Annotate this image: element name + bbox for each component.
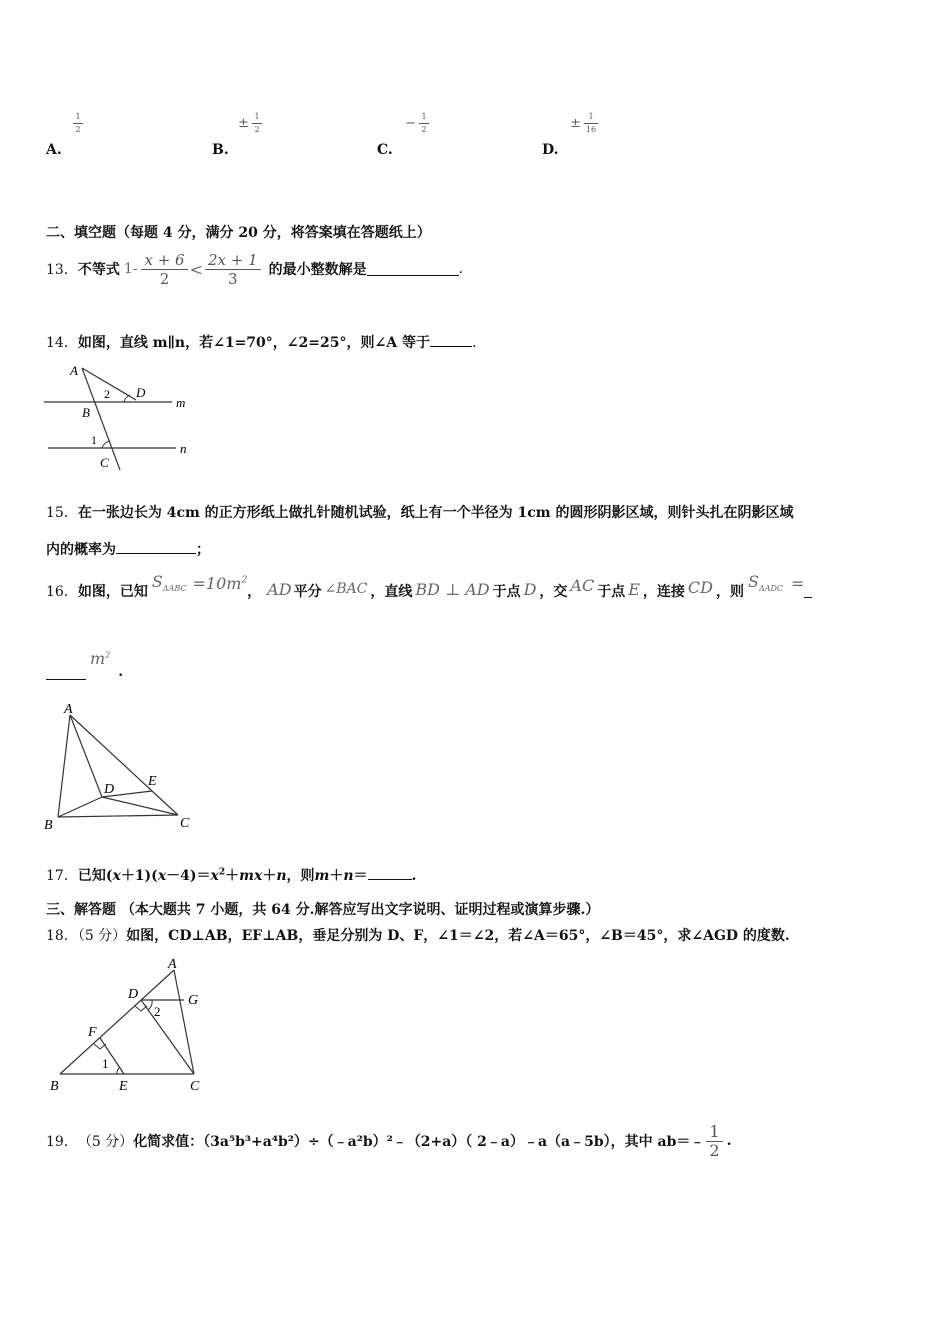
- q16-text-2: ，: [247, 584, 262, 600]
- q12-b-letter: B.: [212, 142, 229, 158]
- q15-text-line2: 内的概率为: [46, 542, 116, 558]
- q16-unit: $m^2$: [90, 649, 111, 668]
- question-17: [46, 865, 416, 885]
- label-angle-1: 1: [102, 1056, 109, 1071]
- label-angle-2: 2: [104, 387, 110, 401]
- q19-fraction: $\frac{1}{2}$: [706, 1123, 722, 1160]
- q13-lhs-fraction: $\frac{x + 6}{2}$: [141, 251, 187, 288]
- q18-score: （5 分）: [77, 928, 127, 944]
- q13-answer-blank[interactable]: [367, 263, 459, 276]
- q12-d-letter: D.: [542, 142, 559, 158]
- label-c: C: [180, 816, 190, 831]
- question-18: [46, 925, 790, 945]
- q14-figure: [44, 360, 204, 475]
- label-angle-1: 1: [91, 433, 97, 447]
- q16-d: D: [523, 579, 537, 599]
- q13-number: 13．: [46, 262, 78, 278]
- q12-option-d: [542, 112, 612, 162]
- q16-bd-perp-ad: BD ⊥ AD: [415, 579, 490, 599]
- label-c: C: [100, 455, 109, 470]
- q16-e: E: [628, 579, 640, 599]
- q16-end: .: [118, 664, 124, 680]
- q16-ac: AC: [570, 575, 595, 595]
- q16-text-1: 如图，已知: [77, 584, 148, 600]
- q16-s-adc: $S_{\Delta ADC}$: [747, 572, 784, 594]
- label-d: D: [128, 987, 139, 1002]
- q17-equation: 已知$(x+1)(x-4)=x^2+mx+n$，则m＋n＝: [77, 867, 368, 884]
- q16-text-6: ，交: [539, 584, 568, 600]
- label-angle-2: 2: [154, 1004, 161, 1019]
- q15-answer-blank[interactable]: [116, 541, 196, 554]
- q12-a-fraction: 1 2: [73, 112, 83, 135]
- q14-text: 如图，直线 m∥n，若∠1=70°，∠2=25°，则∠A 等于: [77, 335, 430, 351]
- q13-prefix: 不等式: [77, 262, 120, 278]
- q12-option-c: [377, 112, 437, 162]
- q12-c-sign: −: [405, 116, 416, 131]
- label-d: D: [104, 782, 115, 797]
- q16-figure: [40, 697, 200, 832]
- q17-end: .: [411, 868, 417, 884]
- label-a: A: [70, 363, 78, 378]
- label-b: B: [50, 1079, 59, 1094]
- label-g: G: [188, 993, 199, 1008]
- q12-option-a: [46, 112, 106, 162]
- question-14: [46, 332, 476, 352]
- q17-answer-blank[interactable]: [368, 867, 412, 880]
- q19-text: 化简求值：（3a⁵b³+a⁴b²）÷（﹣a²b）²﹣（2+a）（ 2﹣a）﹣a（a﹣5b），其中 ab＝﹣: [133, 1134, 705, 1150]
- q12-d-sign: ±: [570, 116, 581, 131]
- q13-suffix: 的最小整数解是: [268, 262, 367, 278]
- label-a: A: [64, 702, 73, 717]
- q12-b-fraction: 1 2: [252, 112, 262, 135]
- q19-number: 19．: [46, 1134, 78, 1150]
- q16-text-3: 平分: [293, 584, 322, 600]
- q19-score: （5 分）: [77, 1134, 134, 1150]
- q16-number: 16．: [46, 584, 78, 600]
- q15-number: 15．: [46, 505, 78, 521]
- label-b: B: [82, 405, 90, 420]
- q18-number: 18．: [46, 928, 78, 944]
- label-e: E: [148, 774, 157, 789]
- question-15-line2: [46, 539, 210, 559]
- q13-relation: <: [189, 259, 203, 279]
- q14-number: 14．: [46, 335, 78, 351]
- label-a: A: [168, 957, 177, 972]
- q12-c-letter: C.: [377, 142, 393, 158]
- q16-text-7: 于点: [597, 584, 626, 600]
- label-c: C: [190, 1079, 200, 1094]
- label-e: E: [119, 1079, 128, 1094]
- q13-end: .: [458, 261, 464, 277]
- q16-text-9: ，则: [715, 584, 744, 600]
- q16-answer-blank-part1[interactable]: [804, 585, 812, 598]
- q14-end: .: [471, 335, 477, 351]
- q12-a-letter: A.: [46, 142, 62, 158]
- q16-text-4: ，直线: [370, 584, 413, 600]
- question-15-line1: [46, 502, 793, 522]
- q16-area-value: $=10m^2$: [192, 573, 248, 593]
- q12-c-fraction: 1 2: [419, 112, 429, 135]
- q13-rhs-fraction: $\frac{2x + 1}{3}$: [205, 251, 261, 288]
- q16-equals: =: [791, 573, 805, 593]
- section2-title: 二、填空题（每题 4 分，满分 20 分，将答案填在答题纸上）: [46, 225, 431, 241]
- q16-cd: CD: [687, 577, 713, 597]
- question-16: [46, 572, 812, 607]
- q16-answer-blank[interactable]: [46, 667, 86, 680]
- q12-d-fraction: 1 16: [585, 112, 597, 134]
- q14-answer-blank[interactable]: [430, 334, 472, 347]
- q15-text-line1: 在一张边长为 4cm 的正方形纸上做扎针随机试验，纸上有一个半径为 1cm 的圆形阴影区域，则针头扎在阴影区域: [77, 505, 794, 521]
- q16-ad: AD: [267, 579, 292, 599]
- q17-number: 17．: [46, 868, 78, 884]
- q18-text: 如图，CD⊥AB，EF⊥AB，垂足分别为 D、F，∠1＝∠2，若∠A＝65°，∠B＝45°，求∠AGD 的度数.: [126, 928, 790, 944]
- q16-angle-bac: ∠BAC: [324, 581, 368, 597]
- q16-text-5: 于点: [492, 584, 521, 600]
- label-d: D: [136, 385, 146, 400]
- label-f: F: [88, 1025, 97, 1040]
- q12-option-b: [212, 112, 272, 162]
- q13-lhs-const: 1-: [123, 261, 138, 277]
- q15-end: ；: [196, 542, 210, 558]
- question-19: [46, 1118, 731, 1164]
- question-16-line2: [46, 650, 123, 680]
- q18-figure: [44, 952, 214, 1097]
- q12-b-sign: ±: [238, 116, 249, 131]
- section3-title: 三、解答题 （本大题共 7 小题，共 64 分.解答应写出文字说明、证明过程或演算步骤.）: [46, 902, 600, 918]
- label-b: B: [44, 818, 53, 832]
- label-n: n: [180, 441, 187, 456]
- q19-end: .: [726, 1133, 732, 1149]
- question-13: [46, 244, 463, 294]
- q16-s-abc: $S_{\Delta ABC}$: [151, 572, 187, 594]
- label-m: m: [176, 395, 186, 410]
- q16-text-8: ，连接: [642, 584, 685, 600]
